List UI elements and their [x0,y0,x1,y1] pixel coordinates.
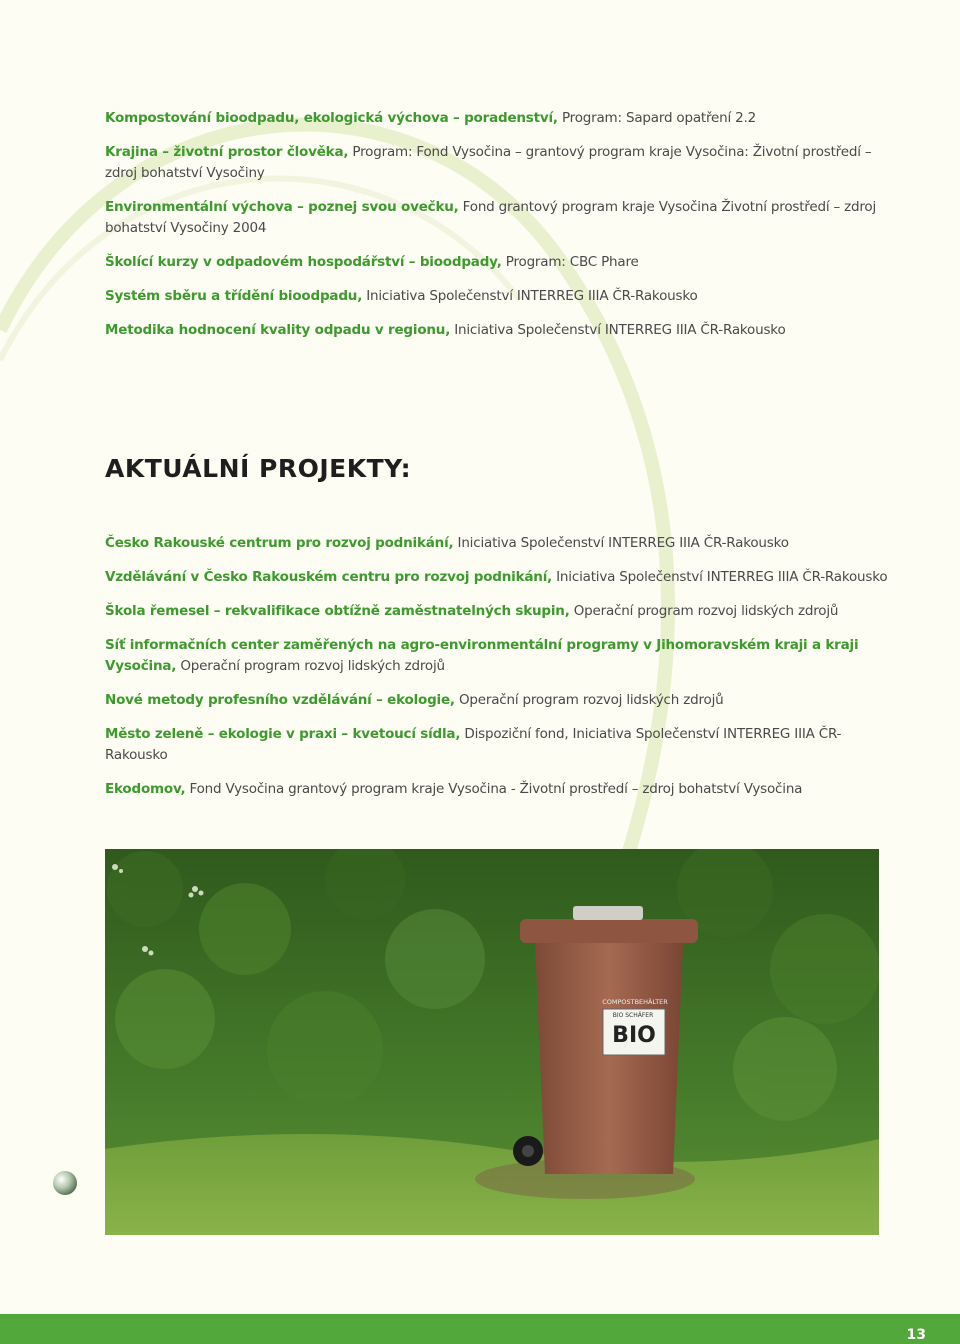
project-entry: Environmentální výchova – poznej svou ovečku, Fond grantový program kraje Vysočina Životní prostředí – zdroj bohatství Vysočiny 2004 [105,199,877,236]
project-entry: Kompostování bioodpadu, ekologická výchova – poradenství, Program: Sapard opatření 2.2 [105,110,757,126]
project-entry: Škola řemesel – rekvalifikace obtížně zaměstnatelných skupin, Operační program rozvoj lidských zdrojů [105,603,839,619]
decorative-orb-icon [52,1170,78,1196]
project-entry: Česko Rakouské centrum pro rozvoj podnikání, Iniciativa Společenství INTERREG IIIA ČR-Rakousko [105,535,789,551]
project-entry: Vzdělávání v Česko Rakouském centru pro rozvoj podnikání, Iniciativa Společenství INTERREG IIIA ČR-Rakousko [105,569,888,585]
project-entry: Systém sběru a třídění bioodpadu, Iniciativa Společenství INTERREG IIIA ČR-Rakousko [105,288,698,304]
current-projects-heading: AKTUÁLNÍ PROJEKTY: [105,454,412,483]
project-entry: Krajina – životní prostor člověka, Program: Fond Vysočina – grantový program kraje Vysočina: Životní prostředí – zdroj bohatství Vysočiny [105,144,872,181]
bin-label-sub: BIO SCHÄFER [612,1012,654,1019]
project-entry: Nové metody profesního vzdělávání – ekologie, Operační program rozvoj lidských zdrojů [105,692,724,708]
past-projects-list [105,108,895,354]
footer-bar [0,1314,960,1344]
bin-label-bio: BIO [612,1023,656,1048]
current-projects-list [105,533,895,813]
project-entry: Školící kurzy v odpadovém hospodářství – bioodpady, Program: CBC Phare [105,254,639,270]
project-entry: Síť informačních center zaměřených na agro-environmentální programy v Jihomoravském kraji a kraji Vysočina, Operační program rozvoj lidských zdrojů [105,637,859,674]
project-entry: Město zeleně – ekologie v praxi – kvetoucí sídla, Dispoziční fond, Iniciativa Společenství INTERREG IIIA ČR-Rakousko [105,726,842,763]
project-entry: Ekodomov, Fond Vysočina grantový program kraje Vysočina - Životní prostředí – zdroj bohatství Vysočina [105,781,803,797]
bio-bin-photo [105,849,879,1235]
project-entry: Metodika hodnocení kvality odpadu v regionu, Iniciativa Společenství INTERREG IIIA ČR-Rakousko [105,322,786,338]
bin-label-top: COMPOSTBEHÄLTER [602,998,668,1006]
page-number: 13 [906,1327,926,1343]
